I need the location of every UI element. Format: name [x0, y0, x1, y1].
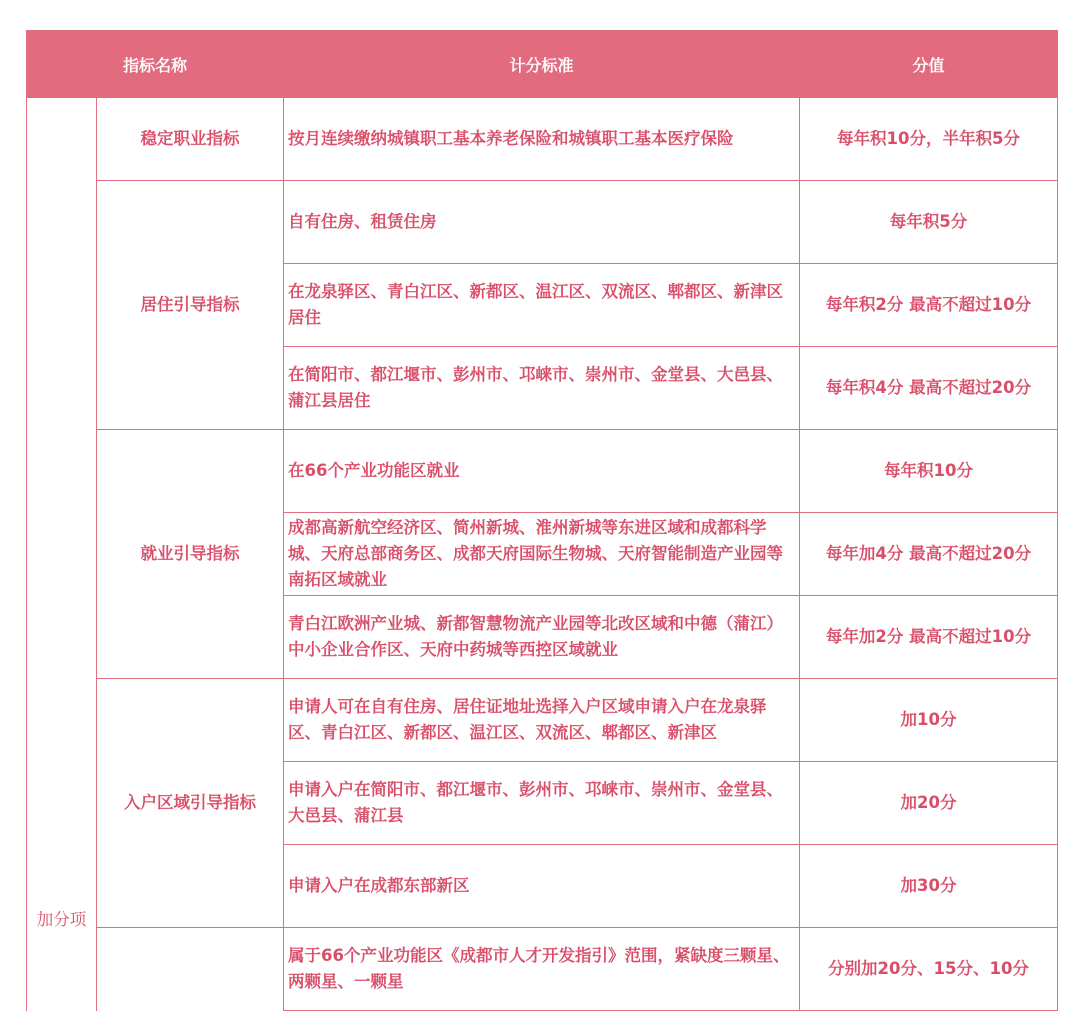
criteria-cell: 青白江欧洲产业城、新都智慧物流产业园等北改区域和中德（蒲江）中小企业合作区、天府中药城等西控区域就业: [284, 596, 800, 679]
score-cell: 每年加4分 最高不超过20分: [800, 513, 1058, 596]
header-criteria: 计分标准: [284, 31, 800, 98]
table-header-row: [27, 31, 1058, 98]
score-cell: 每年积4分 最高不超过20分: [800, 347, 1058, 430]
criteria-cell: 在龙泉驿区、青白江区、新都区、温江区、双流区、郫都区、新津区居住: [284, 264, 800, 347]
table-row: [27, 430, 1058, 513]
score-cell: 每年积2分 最高不超过10分: [800, 264, 1058, 347]
score-cell: 分别加20分、15分、10分: [800, 928, 1058, 1011]
points-table: [26, 30, 1058, 1011]
table-row: [27, 928, 1058, 1011]
score-cell: 加10分: [800, 679, 1058, 762]
indicator-employment: 就业引导指标: [97, 430, 284, 679]
score-cell: 每年积10分: [800, 430, 1058, 513]
score-cell: 加30分: [800, 845, 1058, 928]
score-cell: 每年加2分 最高不超过10分: [800, 596, 1058, 679]
criteria-cell: 自有住房、租赁住房: [284, 181, 800, 264]
score-cell: 加20分: [800, 762, 1058, 845]
score-cell: 每年积5分: [800, 181, 1058, 264]
criteria-cell: 按月连续缴纳城镇职工基本养老保险和城镇职工基本医疗保险: [284, 98, 800, 181]
criteria-cell: 在66个产业功能区就业: [284, 430, 800, 513]
indicator-residence: 居住引导指标: [97, 181, 284, 430]
indicator-registration-area: 入户区域引导指标: [97, 679, 284, 928]
criteria-cell: 申请入户在成都东部新区: [284, 845, 800, 928]
table-row: [27, 98, 1058, 181]
criteria-cell: 属于66个产业功能区《成都市人才开发指引》范围，紧缺度三颗星、两颗星、一颗星: [284, 928, 800, 1011]
table-row: [27, 181, 1058, 264]
indicator-stable-employment: 稳定职业指标: [97, 98, 284, 181]
group-label-bonus: 加分项: [27, 98, 97, 1011]
header-score: 分值: [800, 31, 1058, 98]
header-indicator-name: 指标名称: [27, 31, 284, 98]
criteria-cell: 申请人可在自有住房、居住证地址选择入户区域申请入户在龙泉驿区、青白江区、新都区、温江区、双流区、郫都区、新津区: [284, 679, 800, 762]
indicator-talent: [97, 928, 284, 1011]
score-cell: 每年积10分，半年积5分: [800, 98, 1058, 181]
table-wrapper: [26, 30, 1058, 1011]
criteria-cell: 在简阳市、都江堰市、彭州市、邛崃市、崇州市、金堂县、大邑县、蒲江县居住: [284, 347, 800, 430]
criteria-cell: 成都高新航空经济区、简州新城、淮州新城等东进区域和成都科学城、天府总部商务区、成都天府国际生物城、天府智能制造产业园等南拓区域就业: [284, 513, 800, 596]
criteria-cell: 申请入户在简阳市、都江堰市、彭州市、邛崃市、崇州市、金堂县、大邑县、蒲江县: [284, 762, 800, 845]
table-row: [27, 679, 1058, 762]
